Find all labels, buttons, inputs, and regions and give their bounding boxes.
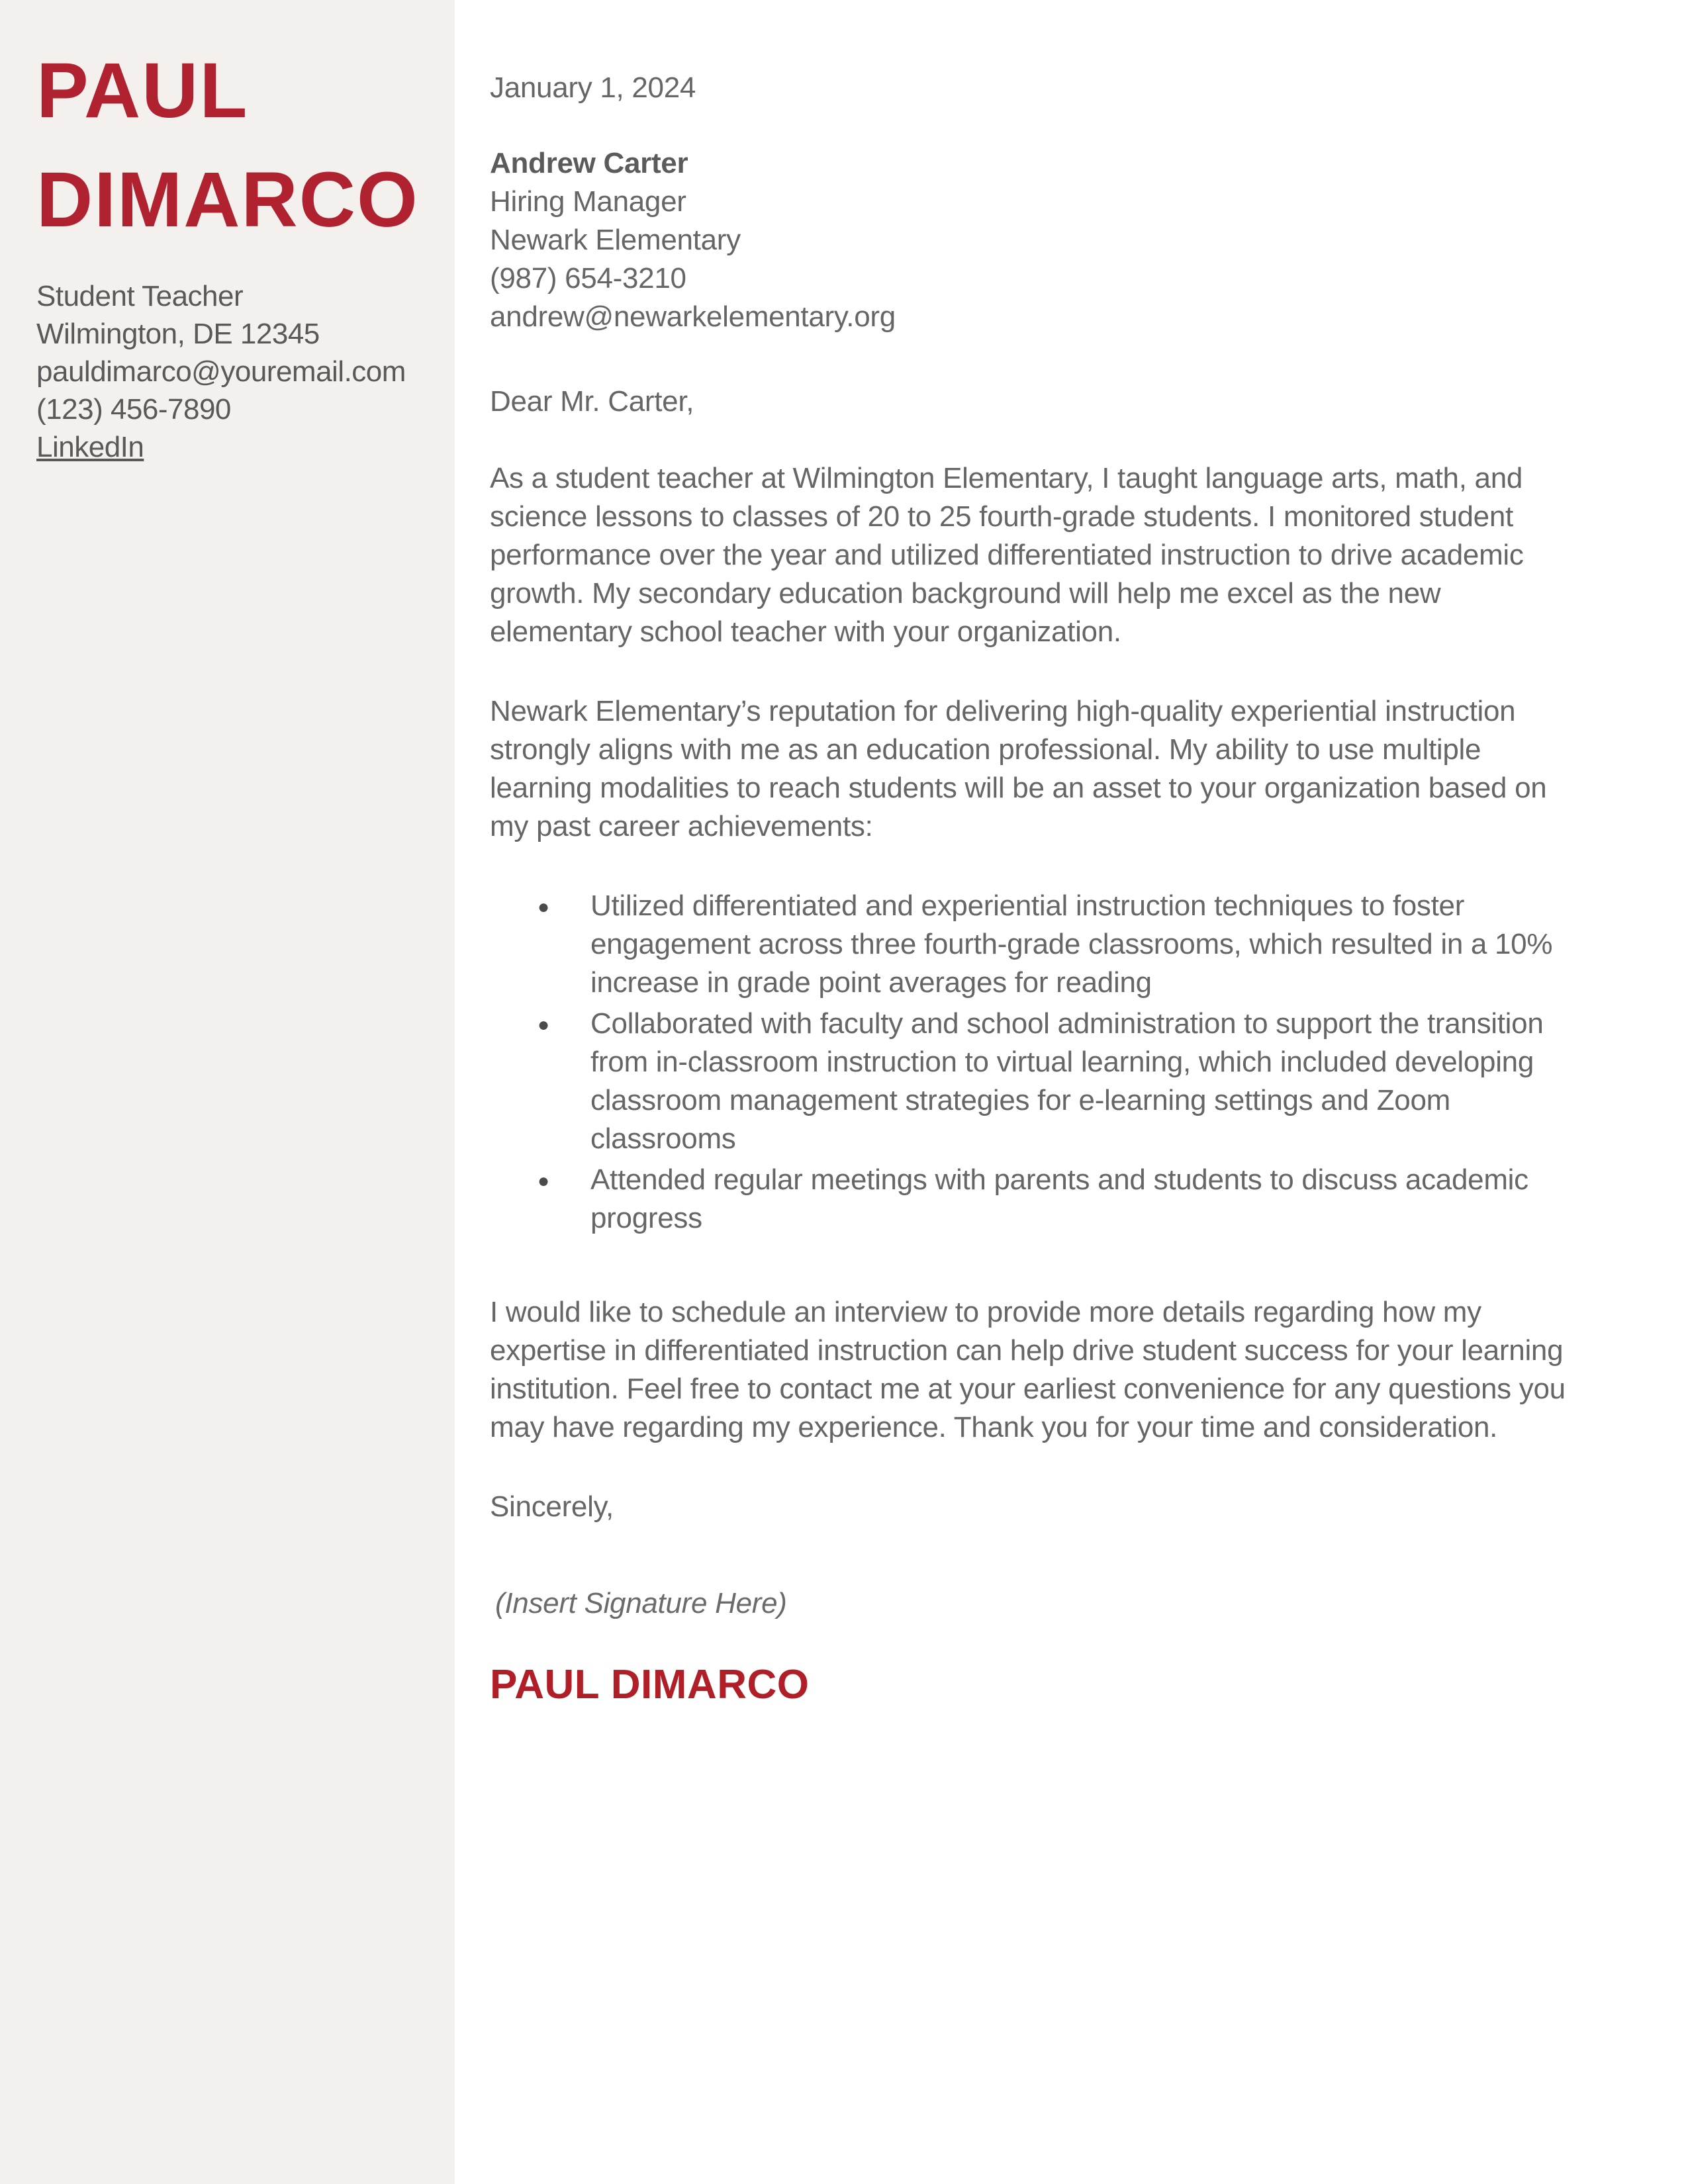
contact-location: Wilmington, DE 12345	[36, 318, 320, 350]
list-item	[490, 1005, 1589, 1158]
applicant-last-name: DIMARCO	[36, 156, 419, 244]
list-item	[490, 1161, 1589, 1238]
recipient-title: Hiring Manager	[490, 185, 686, 218]
bullet-icon: ●	[538, 896, 549, 918]
achievement-list	[490, 887, 1589, 1238]
recipient-email: andrew@newarkelementary.org	[490, 300, 896, 333]
recipient-block	[490, 144, 1592, 336]
linkedin-link[interactable]: LinkedIn	[36, 431, 144, 463]
contact-email: pauldimarco@youremail.com	[36, 355, 406, 388]
contact-block	[36, 277, 428, 466]
recipient-name: Andrew Carter	[490, 147, 688, 179]
signature-placeholder: (Insert Signature Here)	[495, 1587, 787, 1619]
paragraph-intro: As a student teacher at Wilmington Elementary, I taught language arts, math, and science lessons to classes of 20 to 25 fourth-grade students. I monitored student performance over the year and utilized differentiated instruction to drive academic growth. My secondary education background will help me excel as the new elementary school teacher with your organization.	[490, 462, 1524, 648]
applicant-name	[36, 36, 428, 255]
contact-phone: (123) 456-7890	[36, 393, 231, 426]
recipient-phone: (987) 654-3210	[490, 262, 686, 295]
salutation: Dear Mr. Carter,	[490, 385, 694, 418]
contact-job-title: Student Teacher	[36, 280, 244, 312]
list-item-text: Utilized differentiated and experiential instruction techniques to foster engagement across three fourth-grade classrooms, which resulted in a 10% increase in grade point averages for reading	[590, 889, 1553, 999]
sidebar	[0, 0, 455, 2184]
paragraph-alignment: Newark Elementary’s reputation for delivering high-quality experiential instruction strongly aligns with me as an education professional. My ability to use multiple learning modalities to reach students will be an asset to your organization based on my past career achievements:	[490, 695, 1547, 842]
applicant-first-name: PAUL	[36, 47, 249, 134]
bullet-icon: ●	[538, 1014, 549, 1036]
bullet-icon: ●	[538, 1170, 549, 1192]
letter-date: January 1, 2024	[490, 71, 696, 104]
letter-body	[455, 0, 1688, 2184]
sign-off: Sincerely,	[490, 1490, 614, 1523]
signature-name: PAUL DIMARCO	[490, 1662, 810, 1707]
list-item-text: Collaborated with faculty and school administration to support the transition from in-classroom instruction to virtual learning, which included developing classroom management strategies for e-learning settings and Zoom classrooms	[590, 1007, 1544, 1155]
list-item-text: Attended regular meetings with parents and students to discuss academic progress	[590, 1163, 1528, 1234]
paragraph-closing: I would like to schedule an interview to provide more details regarding how my expertise in differentiated instruction can help drive student success for your learning institution. Feel free to contact me at your earliest convenience for any questions you may have regarding my experience. Thank you for your time and consideration.	[490, 1296, 1566, 1443]
recipient-company: Newark Elementary	[490, 224, 741, 256]
list-item	[490, 887, 1589, 1002]
